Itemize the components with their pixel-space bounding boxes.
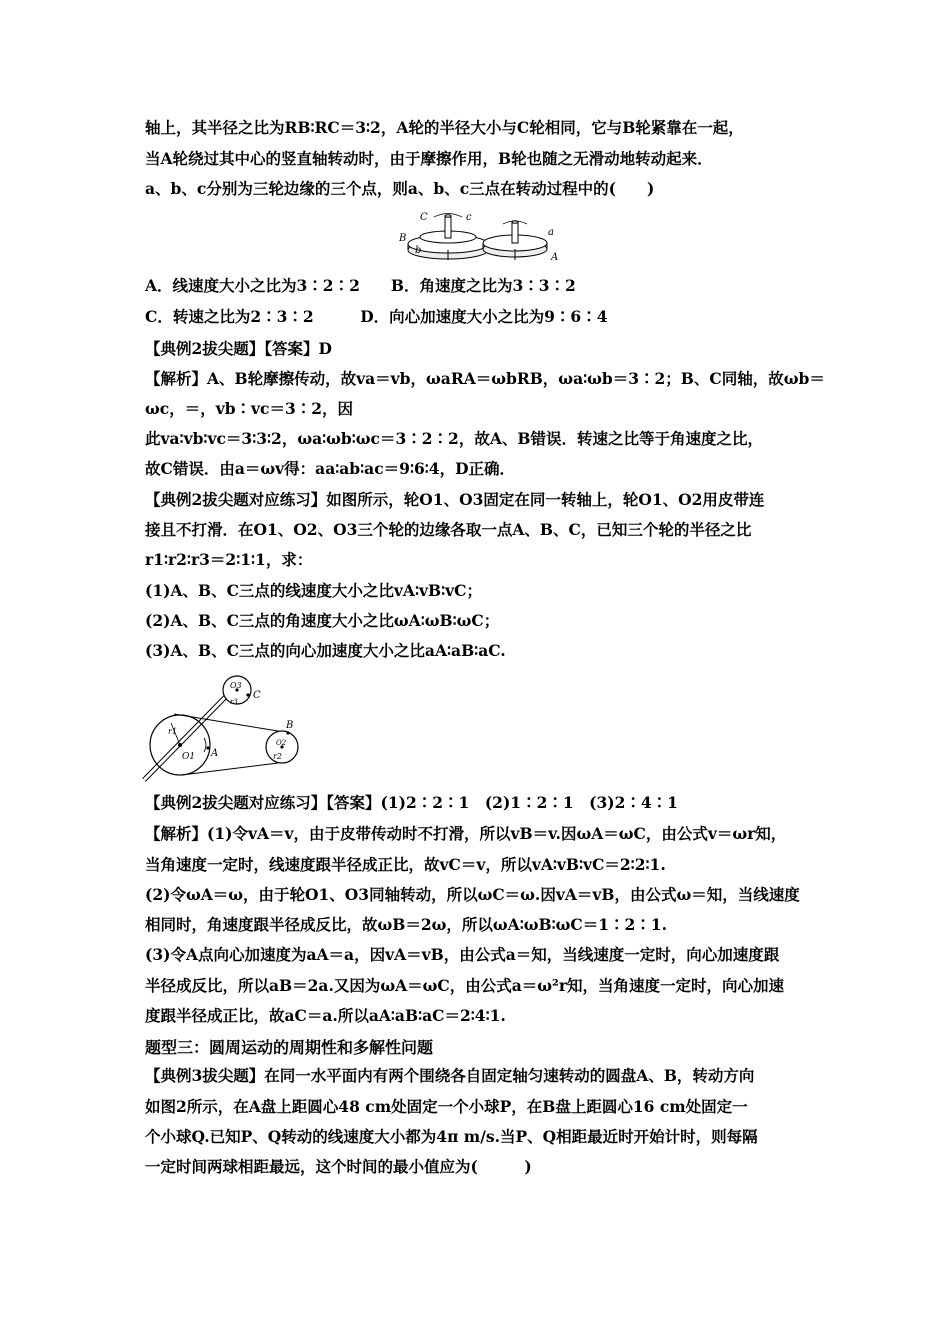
text-line: 轴上，其半径之比为RB∶RC＝3∶2，A轮的半径大小与C轮相同，它与B轮紧靠在一起， <box>145 118 744 137</box>
belt-pulley-figure <box>142 668 302 784</box>
label-b: b <box>415 245 422 256</box>
option-line: A．线速度大小之比为3∶2∶2 B．角速度之比为3∶3∶2 <box>145 276 576 295</box>
text-line: 一定时间两球相距最远，这个时间的最小值应为( ) <box>145 1157 532 1176</box>
label-O3: O3 <box>230 681 242 690</box>
text-line: 当角速度一定时，线速度跟半径成正比，故vC＝v，所以vA∶vB∶vC＝2∶2∶1. <box>145 855 666 874</box>
text-line: r1∶r2∶r3＝2∶1∶1，求： <box>145 550 313 569</box>
text-line: 度跟半径成正比，故aC＝a.所以aA∶aB∶aC＝2∶4∶1. <box>145 1006 506 1025</box>
text-line: (3)令A点向心加速度为aA＝a，因vA＝vB，由公式a＝知，当线速度一定时，向心加速度跟 <box>145 945 780 964</box>
label-A: A <box>551 252 559 263</box>
label-C: C <box>420 212 428 223</box>
text-line: a、b、c分别为三轮边缘的三个点，则a、b、c三点在转动过程中的( ) <box>145 179 655 198</box>
answer-line: 【典例2拔尖题对应练习】【答案】(1)2∶2∶1 (2)1∶2∶1 (3)2∶4∶1 <box>145 793 678 812</box>
label-B: B <box>286 720 294 731</box>
label-B: B <box>399 233 407 244</box>
text-line: 故C错误．由a＝ωv得：aa∶ab∶ac＝9∶6∶4，D正确． <box>145 459 516 478</box>
label-A: A <box>211 748 219 759</box>
label-a: a <box>548 227 554 238</box>
text-line: 【解析】(1)令vA＝v，由于皮带传动时不打滑，所以vB＝v.因ωA＝ωC，由公式v＝ωr知， <box>145 824 787 843</box>
text-line: ωc，＝，vb∶vc＝3∶2，因 <box>145 399 354 418</box>
text-line: 接且不打滑．在O1、O2、O3三个轮的边缘各取一点A、B、C，已知三个轮的半径之比 <box>145 520 752 539</box>
text-line: 【典例3拔尖题】在同一水平面内有两个围绕各自固定轴匀速转动的圆盘A、B，转动方向 <box>145 1066 755 1085</box>
option-line: C．转速之比为2∶3∶2 D．向心加速度大小之比为9∶6∶4 <box>145 307 608 326</box>
label-r3: r3 <box>230 698 238 706</box>
text-line: (2)A、B、C三点的角速度大小之比ωA∶ωB∶ωC； <box>145 611 500 630</box>
text-line: (2)令ωA＝ω，由于轮O1、O3同轴转动，所以ωC＝ω.因vA＝vB，由公式ω＝知，当线速度 <box>145 885 800 904</box>
label-r1: r1 <box>168 727 177 736</box>
section-heading: 题型三：圆周运动的周期性和多解性问题 <box>145 1038 434 1057</box>
text-line: 【解析】A、B轮摩擦传动，故va＝vb，ωaRA＝ωbRB，ωa∶ωb＝3∶2；B、C同轴，故ωb＝ <box>145 369 825 388</box>
label-c: c <box>466 212 472 223</box>
text-line: 如图2所示，在A盘上距圆心48 cm处固定一个小球P，在B盘上距圆心16 cm处固定一 <box>145 1097 748 1116</box>
label-r2: r2 <box>273 752 282 761</box>
friction-wheels-figure <box>398 208 578 270</box>
text-line: 相同时，角速度跟半径成反比，故ωB＝2ω，所以ωA∶ωB∶ωC＝1∶2∶1. <box>145 915 667 934</box>
text-line: (3)A、B、C三点的向心加速度大小之比aA∶aB∶aC. <box>145 641 506 660</box>
text-line: 个小球Q.已知P、Q转动的线速度大小都为4π m/s.当P、Q相距最近时开始计时，则每隔 <box>145 1127 758 1146</box>
answer-line: 【典例2拔尖题】【答案】D <box>145 339 332 358</box>
text-line: 【典例2拔尖题对应练习】如图所示，轮O1、O3固定在同一转轴上，轮O1、O2用皮带连 <box>145 490 765 509</box>
text-line: (1)A、B、C三点的线速度大小之比vA∶vB∶vC； <box>145 581 482 600</box>
text-line: 当A轮绕过其中心的竖直轴转动时，由于摩擦作用，B轮也随之无滑动地转动起来． <box>145 149 713 168</box>
label-O2: O2 <box>276 739 287 747</box>
label-C: C <box>253 690 261 701</box>
text-line: 半径成反比，所以aB＝2a.又因为ωA＝ωC，由公式a＝ω²r知，当角速度一定时，向心加速 <box>145 976 785 995</box>
label-O1: O1 <box>182 752 196 762</box>
text-line: 此va∶vb∶vc＝3∶3∶2，ωa∶ωb∶ωc＝3∶2∶2，故A、B错误．转速之比等于角速度之比， <box>145 429 763 448</box>
